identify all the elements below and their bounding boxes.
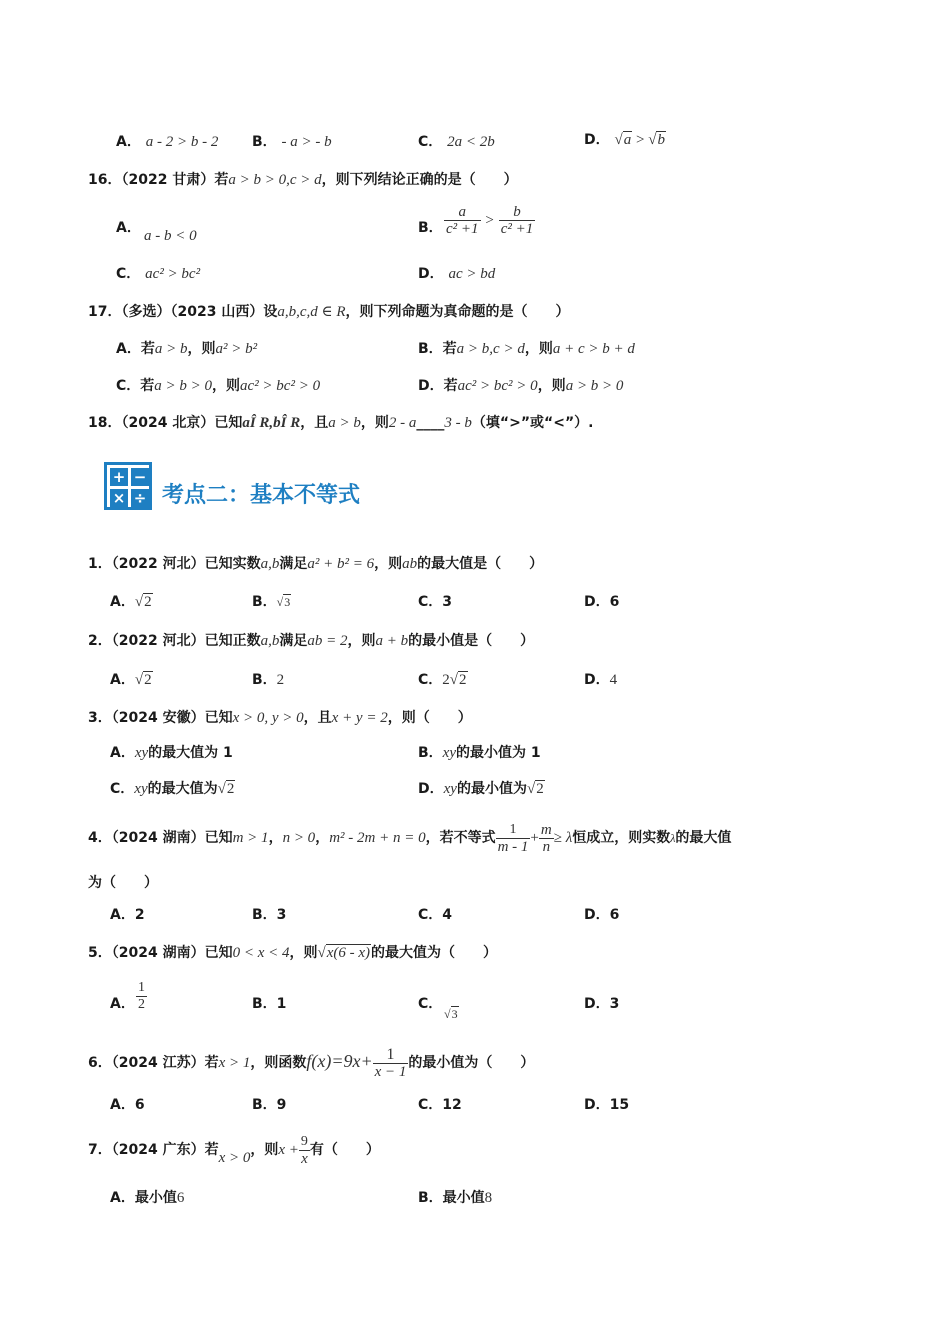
p1-option-a: A．√2 [110, 594, 152, 610]
p5-option-b: B．1 [252, 996, 287, 1012]
calculator-icon: + − × ÷ [104, 462, 152, 510]
p4-stem: 4．（2024 湖南）已知m > 1，n > 0，m² - 2m + n = 0，若不等式 $\frac{1}{m - 1}$ + $\frac{m}{n}$ ≥ λ恒成立，则实数λ的最大值 [88, 821, 732, 855]
sqrt-symbol: √x(6 - x) [317, 945, 371, 961]
p1-option-c: C．3 [418, 594, 453, 610]
p3-option-b: B．xy的最小值为 1 [418, 745, 541, 761]
p2-option-c: C．2√2 [418, 672, 467, 688]
sqrt-symbol: √2 [526, 781, 544, 797]
sqrt-symbol: √2 [134, 672, 152, 688]
sqrt-symbol: √3 [444, 1007, 458, 1021]
p7-option-b: B．最小值8 [418, 1190, 493, 1206]
p4-option-b: B．3 [252, 907, 287, 923]
q15-option-b: B． - a > - b [252, 134, 332, 150]
p6-option-b: B．9 [252, 1097, 287, 1113]
p4-option-a: A．2 [110, 907, 145, 923]
sqrt-symbol: √2 [217, 781, 235, 797]
p7-option-a: A．最小值6 [110, 1190, 185, 1206]
p5-option-a-frac: $\frac{1}{2}$ [138, 980, 145, 1012]
p3-option-d: D．xy的最小值为√2 [418, 781, 544, 797]
p4-stem-line2: 为（ ） [88, 875, 158, 891]
p6-stem: 6．（2024 江苏）若x > 1，则函数f(x)=9x+ $\frac{1}{x - 1}$ 的最小值为（ ） [88, 1045, 535, 1080]
section-title: 考点二：基本不等式 [162, 482, 361, 508]
p1-option-b: B．√3 [252, 594, 291, 610]
p5-option-c-math [444, 1004, 459, 1024]
p2-option-a: A．√2 [110, 672, 152, 688]
p6-option-a: A．6 [110, 1097, 145, 1113]
q16-option-b: B． [418, 220, 443, 236]
p4-option-c: C．4 [418, 907, 453, 923]
q17-option-d: D．若ac² > bc² > 0，则a > b > 0 [418, 378, 624, 394]
p5-option-c: C． [418, 996, 443, 1012]
q16-option-c: C． ac² > bc² [116, 266, 201, 282]
p2-option-d: D．4 [584, 672, 618, 688]
q16-stem: 16．（2022 甘肃）若a > b > 0,c > d，则下列结论正确的是（ ） [88, 172, 518, 188]
q17-option-a: A．若a > b，则a² > b² [116, 341, 258, 357]
p3-option-a: A．xy的最大值为 1 [110, 745, 233, 761]
p5-option-a: A． [110, 996, 135, 1012]
q15-option-a: A． a - 2 > b - 2 [116, 134, 219, 150]
p3-option-c: C．xy的最大值为√2 [110, 781, 235, 797]
q16-option-a: A． [116, 220, 141, 236]
q18-stem: 18．（2024 北京）已知aÎ R,bÎ R，且a > b，则2 - a____3 - b（填“>”或“<”）. [88, 415, 594, 431]
p6-option-c: C．12 [418, 1097, 462, 1113]
sqrt-symbol: √2 [449, 672, 467, 688]
p5-stem: 5．（2024 湖南）已知0 < x < 4，则√x(6 - x)的最大值为（ ） [88, 945, 498, 961]
p2-option-b: B．2 [252, 672, 285, 688]
p5-option-d: D．3 [584, 996, 620, 1012]
q15-option-c: C． 2a < 2b [418, 134, 495, 150]
answer-blank: ____ [416, 415, 445, 431]
p3-stem: 3．（2024 安徽）已知x > 0, y > 0，且x + y = 2，则（ ） [88, 710, 472, 726]
q16-option-b-math: $\frac{a}{\text{c² +1}}$ > $\frac{b}{\text{c² +1}}$ [446, 204, 534, 237]
q15-option-d: D． √a > √b [584, 132, 665, 148]
q17-option-c: C．若a > b > 0，则ac² > bc² > 0 [116, 378, 321, 394]
sqrt-symbol: √a [614, 132, 632, 148]
p1-stem: 1．（2022 河北）已知实数a,b满足a² + b² = 6，则ab的最大值是（ ） [88, 556, 544, 572]
sqrt-symbol: √b [648, 132, 665, 148]
q16-option-d: D． ac > bd [418, 266, 496, 282]
q17-stem: 17．（多选）（2023 山西）设a,b,c,d ∈ R，则下列命题为真命题的是（ ） [88, 304, 570, 320]
p7-stem: 7．（2024 广东）若x > 0，则x + $\frac{9}{x}$ 有（ ） [88, 1133, 380, 1167]
sqrt-symbol: √2 [134, 594, 152, 610]
sqrt-symbol: √3 [276, 595, 291, 609]
p4-option-d: D．6 [584, 907, 620, 923]
p2-stem: 2．（2022 河北）已知正数a,b满足ab = 2，则a + b的最小值是（ ） [88, 633, 535, 649]
q17-option-b: B．若a > b,c > d，则a + c > b + d [418, 341, 635, 357]
q16-option-a-math: a - b < 0 [144, 228, 197, 244]
p6-option-d: D．15 [584, 1097, 630, 1113]
p1-option-d: D．6 [584, 594, 620, 610]
